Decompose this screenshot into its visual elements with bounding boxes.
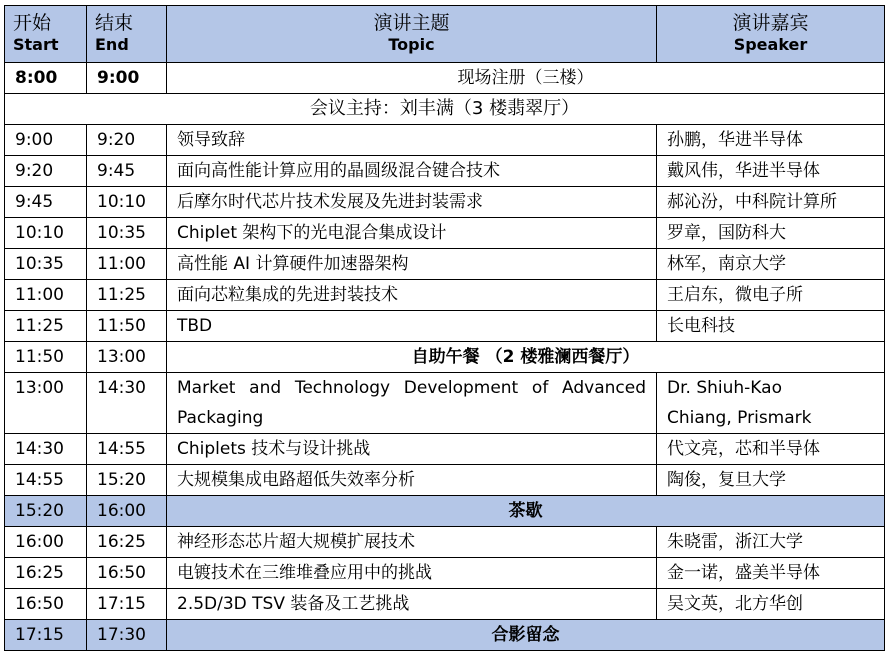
start-time: 14:30: [5, 434, 87, 465]
topic: 面向芯粒集成的先进封装技术: [167, 280, 657, 311]
end-time: 10:35: [87, 218, 167, 249]
table-row: [5, 249, 885, 280]
speaker: 金一诺，盛美半导体: [657, 558, 885, 589]
lunch-start: 11:50: [5, 342, 87, 373]
topic: 2.5D/3D TSV 装备及工艺挑战: [167, 589, 657, 620]
end-time: 16:25: [87, 527, 167, 558]
speaker: 代文亮，芯和半导体: [657, 434, 885, 465]
topic: 高性能 AI 计算硬件加速器架构: [167, 249, 657, 280]
speaker: 王启东，微电子所: [657, 280, 885, 311]
tea-text: 茶歇: [167, 496, 885, 527]
table-row: [5, 156, 885, 187]
end-time: 11:00: [87, 249, 167, 280]
start-time: 11:00: [5, 280, 87, 311]
start-time: 10:10: [5, 218, 87, 249]
header-end-en: End: [95, 35, 129, 54]
topic-line: Packaging: [177, 408, 264, 428]
lunch-text: 自助午餐 （2 楼雅澜西餐厅）: [167, 342, 885, 373]
header-speaker: [657, 6, 885, 63]
speaker: 长电科技: [657, 311, 885, 342]
registration-end: 9:00: [87, 63, 167, 94]
host-text: 会议主持：刘丰满（3 楼翡翠厅）: [5, 94, 885, 125]
topic-line: Market and Technology Development of Advanced: [177, 378, 646, 398]
header-topic-en: Topic: [388, 35, 435, 54]
table-row: [5, 558, 885, 589]
schedule-table: [4, 5, 885, 651]
end-time: 9:45: [87, 156, 167, 187]
topic: Chiplets 技术与设计挑战: [167, 434, 657, 465]
topic: 领导致辞: [167, 125, 657, 156]
speaker: 罗章，国防科大: [657, 218, 885, 249]
topic: 电镀技术在三维堆叠应用中的挑战: [167, 558, 657, 589]
end-time: 15:20: [87, 465, 167, 496]
lunch-row: [5, 342, 885, 373]
table-row: [5, 527, 885, 558]
table-row: [5, 280, 885, 311]
table-row: [5, 465, 885, 496]
end-time: 10:10: [87, 187, 167, 218]
header-speaker-en: Speaker: [733, 35, 808, 54]
start-time: 16:50: [5, 589, 87, 620]
start-time: 10:35: [5, 249, 87, 280]
speaker-line: Chiang, Prismark: [667, 408, 812, 428]
registration-row: [5, 63, 885, 94]
start-time: 9:45: [5, 187, 87, 218]
table-row: [5, 125, 885, 156]
header-start-en: Start: [13, 35, 59, 54]
header-end: [87, 6, 167, 63]
topic: Chiplet 架构下的光电混合集成设计: [167, 218, 657, 249]
speaker-line: Dr. Shiuh-Kao: [667, 378, 782, 398]
header-row: [5, 6, 885, 63]
start-time: 16:25: [5, 558, 87, 589]
photo-start: 17:15: [5, 620, 87, 651]
topic: 神经形态芯片超大规模扩展技术: [167, 527, 657, 558]
speaker: [657, 373, 885, 434]
table-row: [5, 373, 885, 434]
start-time: 16:00: [5, 527, 87, 558]
table-row: [5, 311, 885, 342]
speaker: 陶俊，复旦大学: [657, 465, 885, 496]
table-row: [5, 589, 885, 620]
header-topic: [167, 6, 657, 63]
tea-start: 15:20: [5, 496, 87, 527]
start-time: 14:55: [5, 465, 87, 496]
header-start-cn: 开始: [13, 12, 52, 34]
start-time: 11:25: [5, 311, 87, 342]
end-time: 9:20: [87, 125, 167, 156]
table-row: [5, 434, 885, 465]
header-topic-cn: 演讲主题: [373, 12, 450, 34]
topic: 大规模集成电路超低失效率分析: [167, 465, 657, 496]
photo-text: 合影留念: [167, 620, 885, 651]
end-time: 16:50: [87, 558, 167, 589]
speaker: 孙鹏，华进半导体: [657, 125, 885, 156]
end-time: 14:55: [87, 434, 167, 465]
table-row: [5, 187, 885, 218]
tea-break-row: [5, 496, 885, 527]
photo-end: 17:30: [87, 620, 167, 651]
header-end-cn: 结束: [95, 12, 134, 34]
topic: 面向高性能计算应用的晶圆级混合键合技术: [167, 156, 657, 187]
speaker: 戴风伟，华进半导体: [657, 156, 885, 187]
topic: [167, 373, 657, 434]
group-photo-row: [5, 620, 885, 651]
start-time: 9:20: [5, 156, 87, 187]
table-row: [5, 218, 885, 249]
header-speaker-cn: 演讲嘉宾: [732, 12, 809, 34]
speaker: 郝沁汾，中科院计算所: [657, 187, 885, 218]
topic: TBD: [167, 311, 657, 342]
speaker: 林军，南京大学: [657, 249, 885, 280]
start-time: 9:00: [5, 125, 87, 156]
end-time: 17:15: [87, 589, 167, 620]
speaker: 吴文英，北方华创: [657, 589, 885, 620]
speaker: 朱晓雷，浙江大学: [657, 527, 885, 558]
host-row: [5, 94, 885, 125]
header-start: [5, 6, 87, 63]
registration-start: 8:00: [5, 63, 87, 94]
end-time: 11:50: [87, 311, 167, 342]
start-time: 13:00: [5, 373, 87, 434]
lunch-end: 13:00: [87, 342, 167, 373]
tea-end: 16:00: [87, 496, 167, 527]
end-time: 14:30: [87, 373, 167, 434]
topic: 后摩尔时代芯片技术发展及先进封装需求: [167, 187, 657, 218]
registration-text: 现场注册（三楼）: [167, 63, 885, 94]
end-time: 11:25: [87, 280, 167, 311]
